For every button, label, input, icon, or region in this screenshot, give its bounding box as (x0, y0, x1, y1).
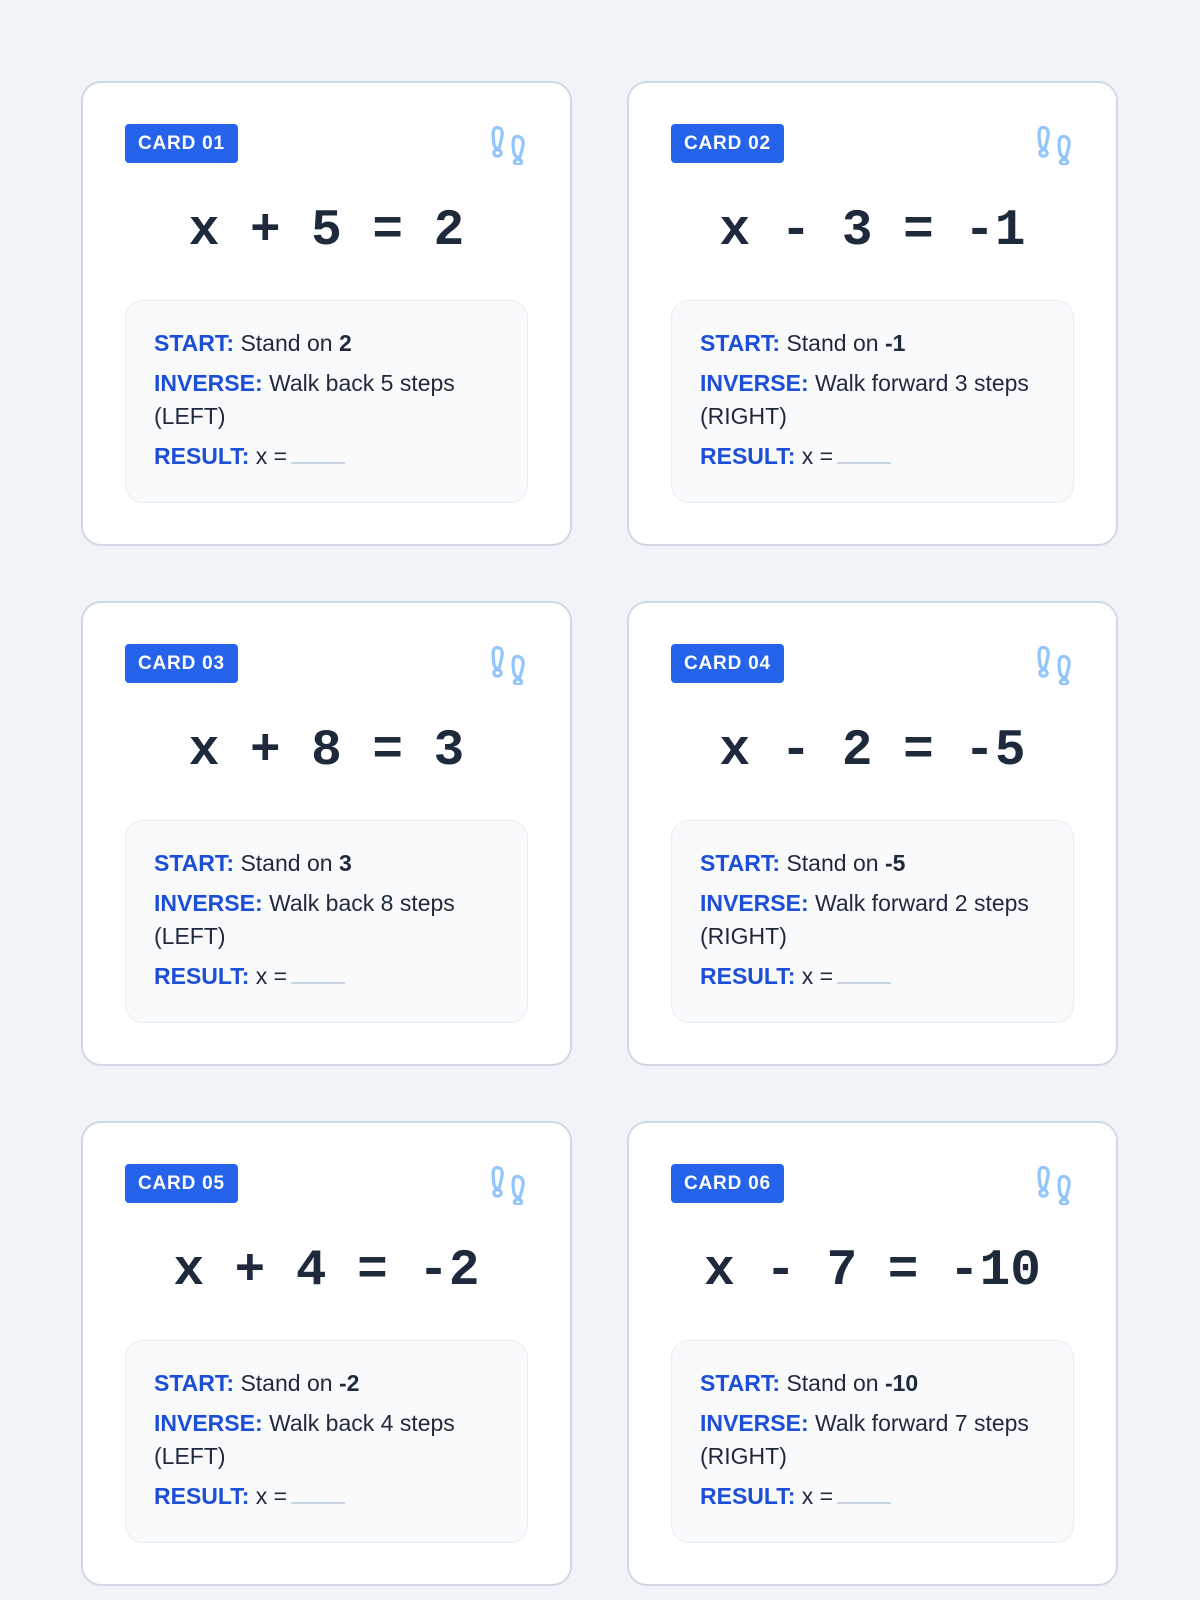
result-row (154, 440, 499, 473)
card-header (125, 124, 528, 164)
card-01 (81, 81, 572, 546)
result-row (700, 960, 1045, 993)
card-header (671, 644, 1074, 684)
steps-box (125, 820, 528, 1023)
card-04 (627, 601, 1118, 1066)
card-05 (81, 1121, 572, 1586)
equation: x - 7 = -10 (704, 1243, 1041, 1300)
start-label: START: (154, 330, 235, 356)
start-text: Stand on (240, 850, 333, 876)
footprints-icon (1037, 1165, 1075, 1205)
inverse-row (154, 1407, 499, 1473)
inverse-text: Walk forward 3 steps (RIGHT) (700, 370, 1029, 429)
result-prefix: x = (255, 443, 288, 469)
result-label: RESULT: (154, 443, 250, 469)
result-prefix: x = (255, 1483, 288, 1509)
start-value: -10 (884, 1370, 919, 1396)
start-value: 3 (338, 850, 352, 876)
answer-blank[interactable] (837, 442, 891, 464)
result-label: RESULT: (154, 1483, 250, 1509)
inverse-text: Walk forward 7 steps (RIGHT) (700, 1410, 1029, 1469)
result-row (154, 960, 499, 993)
card-grid (81, 81, 1118, 1586)
inverse-text: Walk back 4 steps (LEFT) (154, 1410, 455, 1469)
start-text: Stand on (786, 1370, 879, 1396)
result-label: RESULT: (154, 963, 250, 989)
card-header (671, 1164, 1074, 1204)
result-prefix: x = (801, 963, 834, 989)
equation: x + 5 = 2 (188, 203, 465, 260)
start-value: -1 (884, 330, 906, 356)
start-row (154, 327, 499, 360)
result-row (700, 1480, 1045, 1513)
steps-box (671, 300, 1074, 503)
footprints-icon (491, 645, 529, 685)
steps-box (125, 1340, 528, 1543)
footprints-icon (491, 125, 529, 165)
start-value: 2 (338, 330, 352, 356)
steps-box (671, 820, 1074, 1023)
start-text: Stand on (240, 1370, 333, 1396)
card-header (125, 1164, 528, 1204)
card-03 (81, 601, 572, 1066)
result-row (700, 440, 1045, 473)
start-row (154, 1367, 499, 1400)
inverse-label: INVERSE: (700, 370, 809, 396)
inverse-label: INVERSE: (154, 890, 263, 916)
answer-blank[interactable] (291, 1482, 345, 1504)
answer-blank[interactable] (291, 442, 345, 464)
start-label: START: (154, 1370, 235, 1396)
card-badge: CARD 02 (671, 124, 784, 163)
card-header (671, 124, 1074, 164)
inverse-text: Walk back 8 steps (LEFT) (154, 890, 455, 949)
start-label: START: (154, 850, 235, 876)
inverse-text: Walk back 5 steps (LEFT) (154, 370, 455, 429)
card-badge: CARD 03 (125, 644, 238, 683)
card-badge: CARD 05 (125, 1164, 238, 1203)
card-badge: CARD 06 (671, 1164, 784, 1203)
footprints-icon (491, 1165, 529, 1205)
result-prefix: x = (801, 1483, 834, 1509)
inverse-label: INVERSE: (700, 1410, 809, 1436)
start-label: START: (700, 850, 781, 876)
start-text: Stand on (786, 330, 879, 356)
inverse-row (700, 887, 1045, 953)
inverse-row (154, 367, 499, 433)
start-row (154, 847, 499, 880)
result-label: RESULT: (700, 443, 796, 469)
result-prefix: x = (255, 963, 288, 989)
equation: x + 8 = 3 (188, 723, 465, 780)
footprints-icon (1037, 125, 1075, 165)
start-row (700, 847, 1045, 880)
result-prefix: x = (801, 443, 834, 469)
answer-blank[interactable] (291, 962, 345, 984)
start-value: -2 (338, 1370, 360, 1396)
card-02 (627, 81, 1118, 546)
inverse-label: INVERSE: (154, 1410, 263, 1436)
start-value: -5 (884, 850, 906, 876)
inverse-row (700, 1407, 1045, 1473)
inverse-label: INVERSE: (154, 370, 263, 396)
footprints-icon (1037, 645, 1075, 685)
start-text: Stand on (786, 850, 879, 876)
equation: x + 4 = -2 (173, 1243, 480, 1300)
start-label: START: (700, 330, 781, 356)
answer-blank[interactable] (837, 1482, 891, 1504)
steps-box (125, 300, 528, 503)
result-label: RESULT: (700, 1483, 796, 1509)
result-label: RESULT: (700, 963, 796, 989)
inverse-row (700, 367, 1045, 433)
inverse-text: Walk forward 2 steps (RIGHT) (700, 890, 1029, 949)
inverse-row (154, 887, 499, 953)
start-label: START: (700, 1370, 781, 1396)
card-header (125, 644, 528, 684)
start-row (700, 1367, 1045, 1400)
equation: x - 3 = -1 (719, 203, 1026, 260)
equation: x - 2 = -5 (719, 723, 1026, 780)
start-row (700, 327, 1045, 360)
card-06 (627, 1121, 1118, 1586)
start-text: Stand on (240, 330, 333, 356)
card-badge: CARD 04 (671, 644, 784, 683)
steps-box (671, 1340, 1074, 1543)
answer-blank[interactable] (837, 962, 891, 984)
card-badge: CARD 01 (125, 124, 238, 163)
inverse-label: INVERSE: (700, 890, 809, 916)
result-row (154, 1480, 499, 1513)
